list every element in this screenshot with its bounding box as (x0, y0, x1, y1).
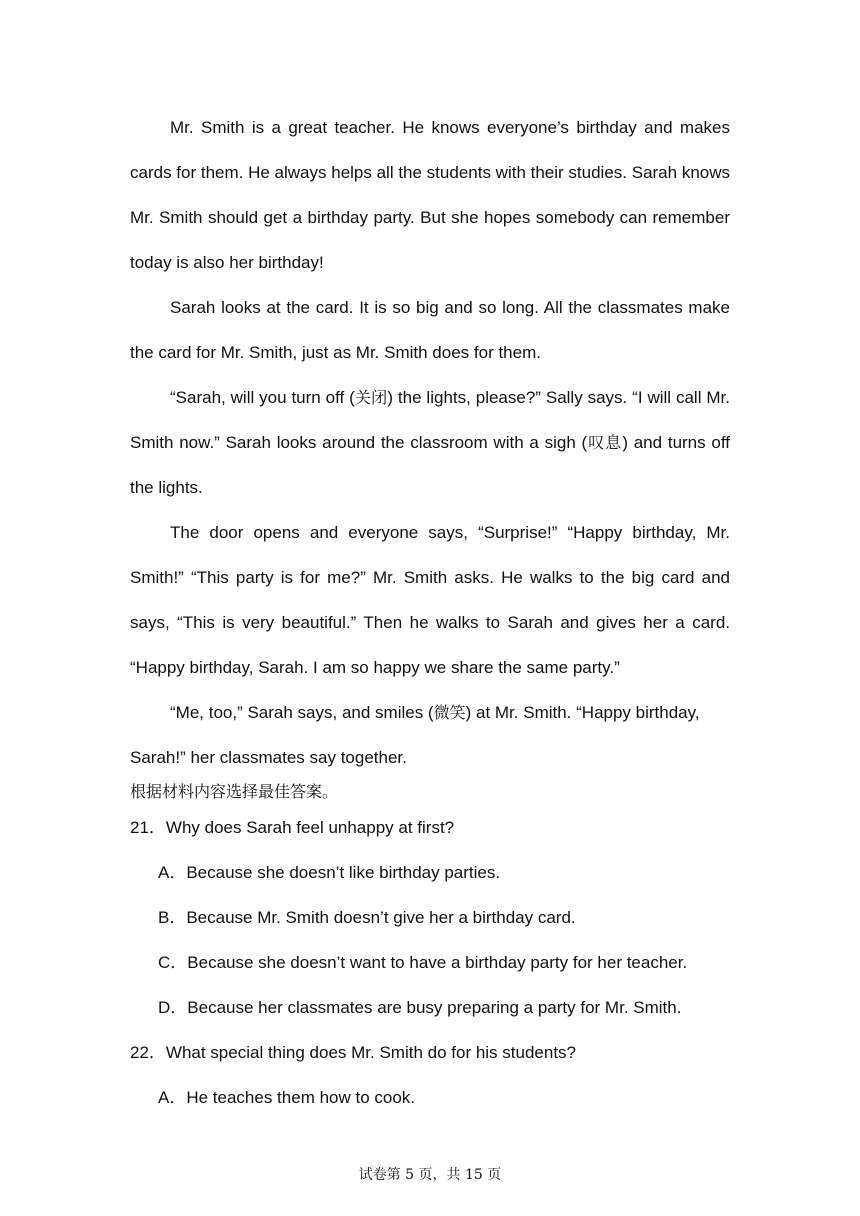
question-21-option-b: B．Because Mr. Smith doesn’t give her a birthday card. (158, 908, 576, 927)
page-footer: 试卷第 5 页，共 15 页 (358, 1167, 502, 1183)
question-21-option-c: C．Because she doesn’t want to have a birthday party for her teacher. (158, 953, 688, 972)
question-22-option-a: A．He teaches them how to cook. (158, 1088, 416, 1107)
passage-paragraph-2: Sarah looks at the card. It is so big and so long. All the classmates make the card for Mr. Smith, just as Mr. Smith does for them. (130, 298, 730, 362)
question-21-stem: 21．Why does Sarah feel unhappy at first? (130, 818, 455, 837)
gloss-smile: 微笑 (433, 703, 466, 722)
paragraph-3-text-a: “Sarah, will you turn off ( (170, 388, 355, 407)
paragraph-5-text-b: ) at Mr. Smith. “Happy birthday, Sarah!” her classmates say together. (130, 703, 700, 767)
passage-paragraph-1: Mr. Smith is a great teacher. He knows everyone’s birthday and makes cards for them. He always helps all the students with their studies. Sarah knows Mr. Smith should get a birthday party. But she hopes somebody can remember today is also her birthday! (130, 118, 731, 272)
question-22-stem: 22．What special thing does Mr. Smith do for his students? (130, 1043, 577, 1062)
question-21-option-a: A．Because she doesn’t like birthday parties. (158, 863, 501, 882)
paragraph-3-text-b: ) the lights, please?” Sally says. “I will call Mr. Smith now.” Sarah looks around the classroom with a sigh ( (130, 388, 730, 452)
instruction-text: 根据材料内容选择最佳答案。 (130, 782, 339, 801)
paragraph-3-text-c: ) and turns off the lights. (130, 433, 730, 497)
passage-paragraph-5 (130, 690, 730, 780)
paragraph-5-text-a: “Me, too,” Sarah says, and smiles ( (170, 703, 434, 722)
passage-paragraph-4: The door opens and everyone says, “Surprise!” “Happy birthday, Mr. Smith!” “This party is for me?” Mr. Smith asks. He walks to the big card and says, “This is very beautiful.” Then he walks to Sarah and gives her a card. “Happy birthday, Sarah. I am so happy we share the same party.” (130, 523, 730, 677)
gloss-sigh: 叹息 (587, 433, 623, 452)
passage-paragraph-3 (130, 375, 730, 510)
question-21-option-d: D．Because her classmates are busy preparing a party for Mr. Smith. (158, 998, 682, 1017)
gloss-turn-off: 关闭 (354, 388, 388, 407)
